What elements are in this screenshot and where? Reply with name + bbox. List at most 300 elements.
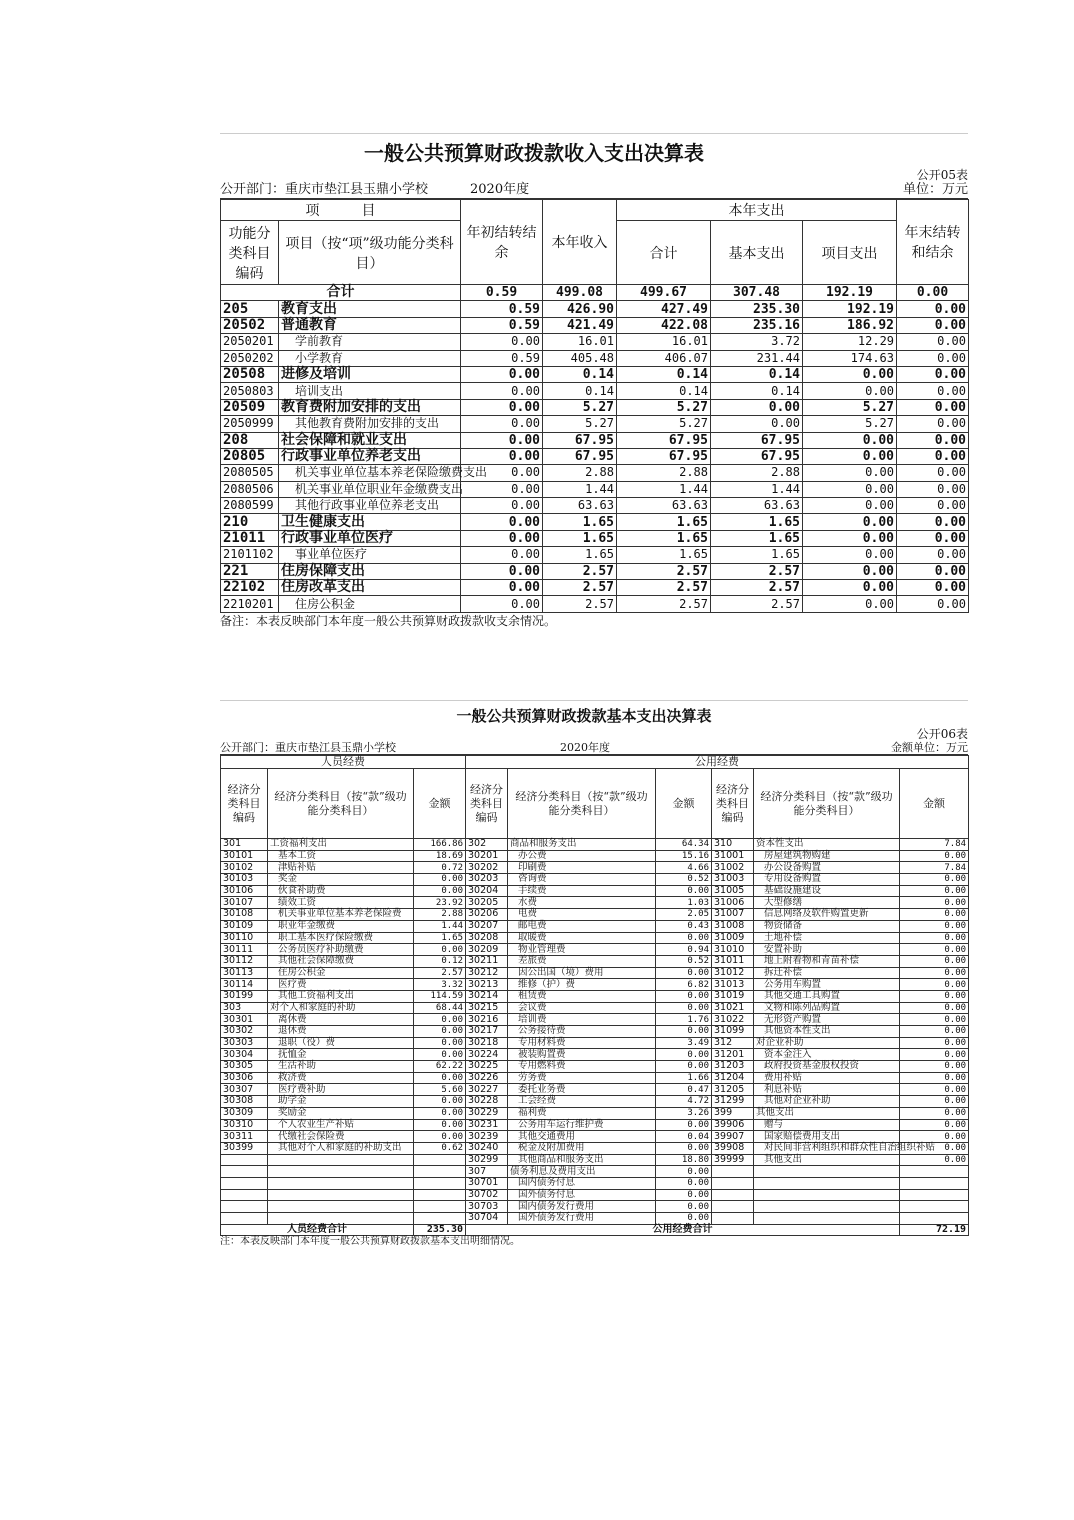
amount: 0.00 xyxy=(900,920,969,932)
row-name: 住房改革支出 xyxy=(279,580,461,596)
amount: 0.62 xyxy=(414,1142,466,1154)
row-value: 0.00 xyxy=(803,514,897,530)
econ-code: 30107 xyxy=(221,897,268,909)
row-value: 421.49 xyxy=(543,317,617,333)
econ-code: 39907 xyxy=(712,1131,754,1143)
econ-code: 30101 xyxy=(221,850,268,862)
econ-code: 30114 xyxy=(221,979,268,991)
row-name: 住房保障支出 xyxy=(279,563,461,579)
amount xyxy=(900,1189,969,1201)
econ-name: 无形资产购置 xyxy=(754,1014,900,1026)
amount: 0.00 xyxy=(656,1119,712,1131)
econ-name: 职工基本医疗保险缴费 xyxy=(268,932,414,944)
amount-header: 金额 xyxy=(414,769,466,839)
row-value: 0.14 xyxy=(711,383,803,399)
row-value: 0.00 xyxy=(897,563,969,579)
row-value: 0.00 xyxy=(897,596,969,612)
row-value: 235.30 xyxy=(711,301,803,317)
amount: 0.72 xyxy=(414,862,466,874)
table-row xyxy=(221,465,969,481)
econ-code: 30207 xyxy=(466,920,508,932)
econ-name: 税金及附加费用 xyxy=(508,1142,656,1154)
row-value: 16.01 xyxy=(543,334,617,350)
table2-grid xyxy=(220,755,969,1236)
econ-name: 物资储备 xyxy=(754,920,900,932)
row-code: 20502 xyxy=(221,317,279,333)
econ-name: 维修（护）费 xyxy=(508,979,656,991)
econ-name: 邮电费 xyxy=(508,920,656,932)
econ-code: 30217 xyxy=(466,1026,508,1038)
amount: 1.76 xyxy=(656,1014,712,1026)
amount: 0.00 xyxy=(900,1014,969,1026)
amount: 0.00 xyxy=(414,1037,466,1049)
amount: 0.00 xyxy=(656,1049,712,1061)
econ-code xyxy=(712,1189,754,1201)
econ-code: 30309 xyxy=(221,1107,268,1119)
amount: 0.00 xyxy=(900,850,969,862)
table-row xyxy=(221,850,969,862)
row-code: 2050803 xyxy=(221,383,279,399)
table-row xyxy=(221,1014,969,1026)
econ-name: 培训费 xyxy=(508,1014,656,1026)
table-row xyxy=(221,1189,969,1201)
amount: 0.00 xyxy=(656,1002,712,1014)
econ-code: 30106 xyxy=(221,885,268,897)
amount: 0.00 xyxy=(656,1189,712,1201)
econ-name: 利息补贴 xyxy=(754,1084,900,1096)
row-name: 普通教育 xyxy=(279,317,461,333)
econ-name: 拆迁补偿 xyxy=(754,967,900,979)
amount: 3.26 xyxy=(656,1107,712,1119)
table2-meta xyxy=(220,741,968,755)
econ-name: 印刷费 xyxy=(508,862,656,874)
row-value: 0.00 xyxy=(803,547,897,563)
econ-name: 对个人和家庭的补助 xyxy=(268,1002,414,1014)
amount: 0.00 xyxy=(900,897,969,909)
row-name: 社会保障和就业支出 xyxy=(279,432,461,448)
amount: 1.03 xyxy=(656,897,712,909)
amount: 6.82 xyxy=(656,979,712,991)
amount: 0.00 xyxy=(414,874,466,886)
row-value: 67.95 xyxy=(617,448,711,464)
amount: 0.00 xyxy=(900,1096,969,1108)
table-row xyxy=(221,874,969,886)
row-name: 教育费附加安排的支出 xyxy=(279,399,461,415)
amount: 0.00 xyxy=(900,1142,969,1154)
row-value: 0.00 xyxy=(461,432,543,448)
econ-code: 30302 xyxy=(221,1026,268,1038)
table-row xyxy=(221,1131,969,1143)
econ-name: 其他交通工具购置 xyxy=(754,990,900,1002)
amount: 0.00 xyxy=(414,944,466,956)
row-value: 12.29 xyxy=(803,334,897,350)
table-row xyxy=(221,334,969,350)
econ-name: 公务员医疗补助缴费 xyxy=(268,944,414,956)
code-header: 经济分类科目编码 xyxy=(712,769,754,839)
econ-name: 生活补助 xyxy=(268,1061,414,1073)
table-row xyxy=(221,1107,969,1119)
row-value: 0.00 xyxy=(461,580,543,596)
econ-code: 31021 xyxy=(712,1002,754,1014)
amount: 3.32 xyxy=(414,979,466,991)
amount: 0.00 xyxy=(900,1131,969,1143)
table-row xyxy=(221,1166,969,1178)
econ-code: 31007 xyxy=(712,909,754,921)
amount xyxy=(900,1177,969,1189)
econ-name: 退休费 xyxy=(268,1026,414,1038)
econ-code xyxy=(712,1201,754,1213)
table-row xyxy=(221,909,969,921)
amount: 2.57 xyxy=(414,967,466,979)
amount: 3.49 xyxy=(656,1037,712,1049)
econ-code: 30311 xyxy=(221,1131,268,1143)
begin-header: 年初结转结余 xyxy=(461,200,543,285)
totals-row xyxy=(221,1224,969,1236)
table1-grid xyxy=(220,199,969,613)
econ-code: 30229 xyxy=(466,1107,508,1119)
amount: 0.00 xyxy=(900,979,969,991)
row-name: 住房公积金 xyxy=(279,596,461,612)
econ-name: 赠与 xyxy=(754,1119,900,1131)
row-value: 422.08 xyxy=(617,317,711,333)
table-row xyxy=(221,1142,969,1154)
amount xyxy=(414,1201,466,1213)
econ-code xyxy=(221,1201,268,1213)
amount: 0.00 xyxy=(900,990,969,1002)
row-value: 2.57 xyxy=(617,596,711,612)
amount xyxy=(414,1177,466,1189)
total-header: 合计 xyxy=(617,221,711,285)
econ-code: 31012 xyxy=(712,967,754,979)
amount: 1.66 xyxy=(656,1072,712,1084)
table-row xyxy=(221,432,969,448)
amount xyxy=(414,1166,466,1178)
row-value: 1.65 xyxy=(711,514,803,530)
row-value: 67.95 xyxy=(543,432,617,448)
total-label: 合计 xyxy=(221,285,461,301)
table-row xyxy=(221,862,969,874)
row-value: 2.88 xyxy=(617,465,711,481)
econ-code: 30206 xyxy=(466,909,508,921)
table-row xyxy=(221,514,969,530)
row-code: 2050999 xyxy=(221,416,279,432)
amount: 0.00 xyxy=(900,1002,969,1014)
econ-name: 医疗费补助 xyxy=(268,1084,414,1096)
table-row xyxy=(221,920,969,932)
row-code: 2080505 xyxy=(221,465,279,481)
amount: 0.00 xyxy=(414,1096,466,1108)
amount: 18.80 xyxy=(656,1154,712,1166)
table2-year: 2020年度 xyxy=(560,741,610,754)
table1-dept: 公开部门：重庆市垫江县玉鼎小学校 xyxy=(220,182,429,197)
econ-code: 30209 xyxy=(466,944,508,956)
row-value: 0.00 xyxy=(803,563,897,579)
table-row xyxy=(221,383,969,399)
table-row xyxy=(221,448,969,464)
amount: 2.88 xyxy=(414,909,466,921)
econ-name: 公务用车运行维护费 xyxy=(508,1119,656,1131)
amount: 0.00 xyxy=(900,967,969,979)
amount xyxy=(414,1189,466,1201)
row-name: 事业单位医疗 xyxy=(279,547,461,563)
table-row xyxy=(221,563,969,579)
econ-code: 30240 xyxy=(466,1142,508,1154)
econ-name: 水费 xyxy=(508,897,656,909)
row-value: 0.00 xyxy=(803,432,897,448)
amount: 0.00 xyxy=(414,1049,466,1061)
econ-name: 物业管理费 xyxy=(508,944,656,956)
econ-code: 30704 xyxy=(466,1213,508,1225)
row-value: 0.00 xyxy=(461,481,543,497)
row-value: 0.14 xyxy=(617,366,711,382)
econ-name: 电费 xyxy=(508,909,656,921)
row-value: 0.00 xyxy=(461,448,543,464)
row-value: 0.00 xyxy=(803,481,897,497)
row-value: 0.00 xyxy=(803,448,897,464)
econ-code: 31001 xyxy=(712,850,754,862)
row-name: 学前教育 xyxy=(279,334,461,350)
amount: 2.05 xyxy=(656,909,712,921)
row-value: 1.44 xyxy=(617,481,711,497)
econ-name: 债务利息及费用支出 xyxy=(508,1166,656,1178)
econ-code: 30102 xyxy=(221,862,268,874)
econ-name: 基本工资 xyxy=(268,850,414,862)
row-value: 1.44 xyxy=(711,481,803,497)
amount: 0.00 xyxy=(900,944,969,956)
amount: 4.72 xyxy=(656,1096,712,1108)
econ-name: 资本性支出 xyxy=(754,839,900,851)
row-name: 行政事业单位医疗 xyxy=(279,530,461,546)
public-total-label: 公用经费合计 xyxy=(466,1224,900,1236)
econ-name xyxy=(754,1166,900,1178)
econ-code: 30399 xyxy=(221,1142,268,1154)
amount: 0.00 xyxy=(900,1026,969,1038)
econ-name xyxy=(754,1189,900,1201)
econ-name xyxy=(268,1213,414,1225)
econ-name: 国外债务付息 xyxy=(508,1189,656,1201)
row-value: 0.00 xyxy=(803,465,897,481)
table-row xyxy=(221,481,969,497)
row-value: 0.00 xyxy=(711,399,803,415)
amount: 4.66 xyxy=(656,862,712,874)
table-row xyxy=(221,530,969,546)
econ-code: 30228 xyxy=(466,1096,508,1108)
econ-code: 31205 xyxy=(712,1084,754,1096)
econ-name: 对企业补助 xyxy=(754,1037,900,1049)
table-row xyxy=(221,967,969,979)
row-name: 培训支出 xyxy=(279,383,461,399)
econ-code: 30303 xyxy=(221,1037,268,1049)
end-header: 年末结转和结余 xyxy=(897,200,969,285)
income-header: 本年收入 xyxy=(543,200,617,285)
name-header: 经济分类科目（按“款”级功能分类科目） xyxy=(268,769,414,839)
amount: 0.52 xyxy=(656,874,712,886)
row-code: 208 xyxy=(221,432,279,448)
table-row xyxy=(221,399,969,415)
amount: 18.69 xyxy=(414,850,466,862)
row-name: 小学教育 xyxy=(279,350,461,366)
econ-name: 被装购置费 xyxy=(508,1049,656,1061)
row-code: 2101102 xyxy=(221,547,279,563)
amount: 0.00 xyxy=(900,1037,969,1049)
total-value: 499.67 xyxy=(617,285,711,301)
amount: 0.00 xyxy=(900,1049,969,1061)
row-value: 0.00 xyxy=(461,547,543,563)
row-value: 67.95 xyxy=(543,448,617,464)
amount: 0.47 xyxy=(656,1084,712,1096)
amount: 0.00 xyxy=(656,1061,712,1073)
econ-name: 抚恤金 xyxy=(268,1049,414,1061)
econ-name: 绩效工资 xyxy=(268,897,414,909)
econ-name: 其他支出 xyxy=(754,1154,900,1166)
row-value: 1.44 xyxy=(543,481,617,497)
row-value: 0.00 xyxy=(461,514,543,530)
table-row xyxy=(221,498,969,514)
row-code: 20508 xyxy=(221,366,279,382)
econ-code: 30231 xyxy=(466,1119,508,1131)
econ-code: 30213 xyxy=(466,979,508,991)
row-code: 2050201 xyxy=(221,334,279,350)
econ-name: 离休费 xyxy=(268,1014,414,1026)
row-value: 1.65 xyxy=(711,530,803,546)
row-value: 1.65 xyxy=(543,530,617,546)
econ-name xyxy=(754,1177,900,1189)
code-header: 功能分类科目编码 xyxy=(221,221,279,285)
amount: 0.00 xyxy=(656,1142,712,1154)
econ-code: 30202 xyxy=(466,862,508,874)
row-value: 0.00 xyxy=(803,530,897,546)
econ-name: 对民间非营利组织和群众性自治组织补贴 xyxy=(754,1142,900,1154)
public-group-header: 公用经费 xyxy=(466,756,969,769)
row-value: 1.65 xyxy=(617,530,711,546)
row-value: 1.65 xyxy=(543,514,617,530)
econ-name: 救济费 xyxy=(268,1072,414,1084)
row-value: 426.90 xyxy=(543,301,617,317)
econ-name: 政府投资基金股权投资 xyxy=(754,1061,900,1073)
table-row xyxy=(221,1096,969,1108)
amount: 0.00 xyxy=(414,1026,466,1038)
econ-name: 奖励金 xyxy=(268,1107,414,1119)
econ-name: 国内债务付息 xyxy=(508,1177,656,1189)
row-value: 0.00 xyxy=(461,498,543,514)
row-value: 0.59 xyxy=(461,350,543,366)
table-row xyxy=(221,955,969,967)
econ-code: 31006 xyxy=(712,897,754,909)
econ-name: 差旅费 xyxy=(508,955,656,967)
econ-code: 30216 xyxy=(466,1014,508,1026)
row-value: 2.57 xyxy=(617,563,711,579)
econ-code: 312 xyxy=(712,1037,754,1049)
amount: 0.43 xyxy=(656,920,712,932)
econ-code: 31204 xyxy=(712,1072,754,1084)
amount: 62.22 xyxy=(414,1061,466,1073)
row-value: 0.00 xyxy=(803,366,897,382)
row-value: 0.00 xyxy=(803,580,897,596)
econ-code: 39908 xyxy=(712,1142,754,1154)
row-value: 0.14 xyxy=(543,383,617,399)
amount: 0.00 xyxy=(414,1072,466,1084)
row-code: 20805 xyxy=(221,448,279,464)
econ-code: 31013 xyxy=(712,979,754,991)
table-row xyxy=(221,366,969,382)
basic-header: 基本支出 xyxy=(711,221,803,285)
econ-code: 30111 xyxy=(221,944,268,956)
amount: 0.00 xyxy=(414,1119,466,1131)
row-value: 0.00 xyxy=(897,547,969,563)
row-value: 0.00 xyxy=(461,563,543,579)
econ-name: 专用材料费 xyxy=(508,1037,656,1049)
econ-name: 国内债务发行费用 xyxy=(508,1201,656,1213)
econ-name xyxy=(268,1154,414,1166)
econ-code: 30239 xyxy=(466,1131,508,1143)
amount xyxy=(900,1213,969,1225)
row-code: 21011 xyxy=(221,530,279,546)
econ-name: 医疗费 xyxy=(268,979,414,991)
table-row xyxy=(221,596,969,612)
row-value: 5.27 xyxy=(543,399,617,415)
econ-name: 办公设备购置 xyxy=(754,862,900,874)
row-value: 0.00 xyxy=(897,366,969,382)
table-row xyxy=(221,897,969,909)
code-header: 经济分类科目编码 xyxy=(466,769,508,839)
total-value: 192.19 xyxy=(803,285,897,301)
econ-code: 30305 xyxy=(221,1061,268,1073)
amount: 0.00 xyxy=(656,885,712,897)
total-value: 0.00 xyxy=(897,285,969,301)
econ-name: 文物和陈列品购置 xyxy=(754,1002,900,1014)
row-value: 2.57 xyxy=(543,563,617,579)
table-row xyxy=(221,1177,969,1189)
econ-name: 津贴补贴 xyxy=(268,862,414,874)
table-row xyxy=(221,1037,969,1049)
row-value: 0.14 xyxy=(543,366,617,382)
econ-code: 30208 xyxy=(466,932,508,944)
amount: 0.00 xyxy=(900,1154,969,1166)
total-value: 307.48 xyxy=(711,285,803,301)
table2-title: 一般公共预算财政拨款基本支出决算表 xyxy=(456,707,712,725)
amount: 0.00 xyxy=(656,1026,712,1038)
table-row xyxy=(221,979,969,991)
econ-code xyxy=(221,1154,268,1166)
name-header: 经济分类科目（按“款”级功能分类科目） xyxy=(754,769,900,839)
row-value: 0.00 xyxy=(897,481,969,497)
econ-code: 303 xyxy=(221,1002,268,1014)
personnel-total-label: 人员经费合计 xyxy=(221,1224,414,1236)
row-value: 0.00 xyxy=(897,383,969,399)
row-value: 174.63 xyxy=(803,350,897,366)
row-value: 0.00 xyxy=(461,334,543,350)
row-code: 2210201 xyxy=(221,596,279,612)
econ-code: 30113 xyxy=(221,967,268,979)
row-value: 63.63 xyxy=(543,498,617,514)
econ-code: 30108 xyxy=(221,909,268,921)
econ-code: 30301 xyxy=(221,1014,268,1026)
row-value: 0.00 xyxy=(897,498,969,514)
total-value: 0.59 xyxy=(461,285,543,301)
amount: 0.00 xyxy=(656,1201,712,1213)
row-code: 221 xyxy=(221,563,279,579)
econ-code xyxy=(221,1213,268,1225)
amount: 0.00 xyxy=(414,1107,466,1119)
econ-name: 代缴社会保险费 xyxy=(268,1131,414,1143)
econ-name: 福利费 xyxy=(508,1107,656,1119)
econ-code: 30310 xyxy=(221,1119,268,1131)
row-code: 2050202 xyxy=(221,350,279,366)
row-name: 进修及培训 xyxy=(279,366,461,382)
econ-name: 信息网络及软件购置更新 xyxy=(754,909,900,921)
row-code: 205 xyxy=(221,301,279,317)
row-value: 0.00 xyxy=(897,334,969,350)
